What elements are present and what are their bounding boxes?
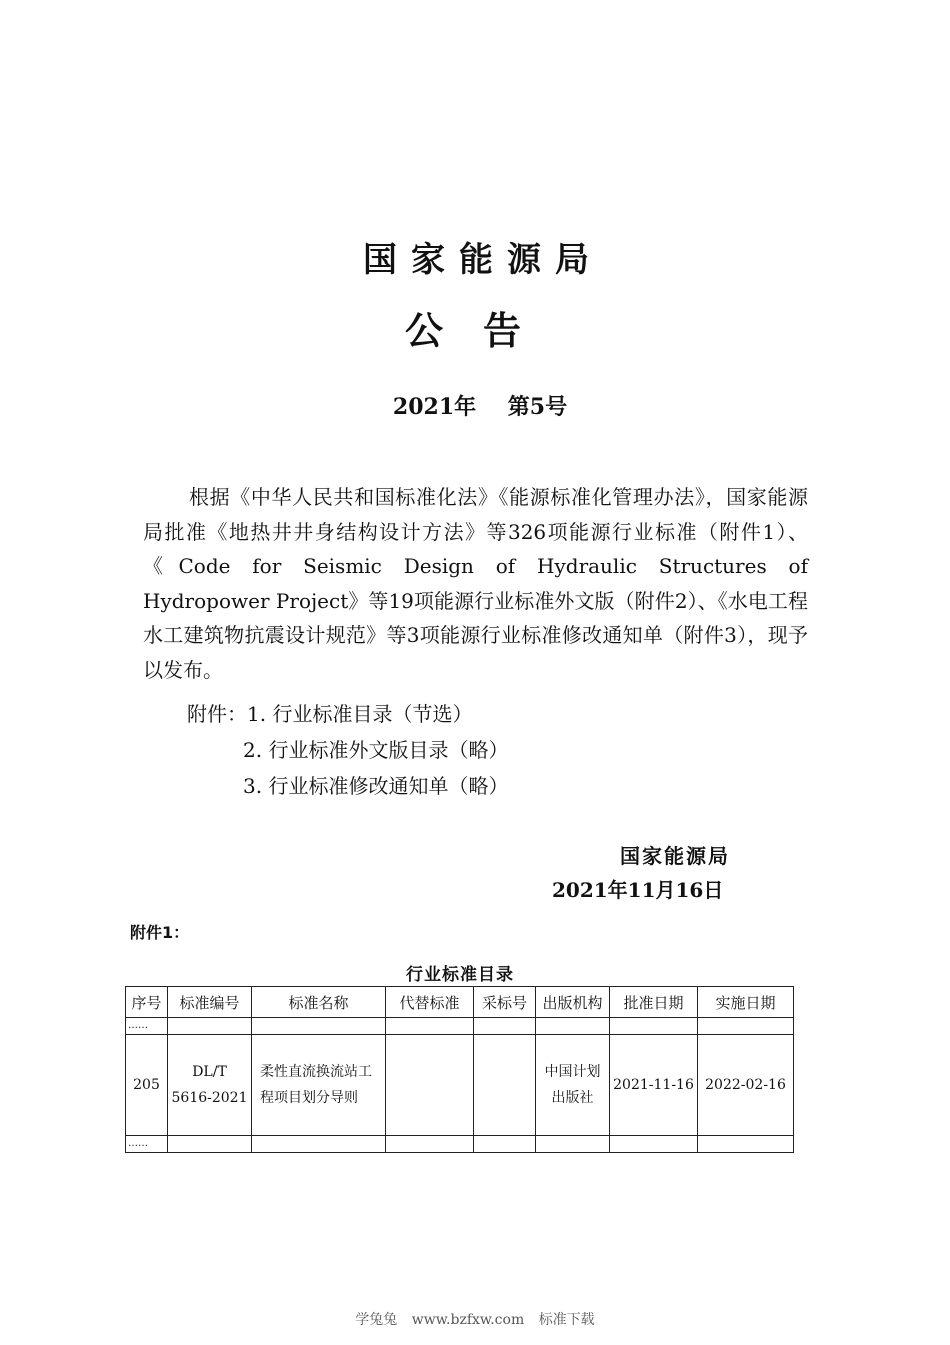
attachment1-label: 附件1：: [130, 923, 190, 942]
attachment-2: 2. 行业标准外文版目录（略）: [243, 738, 509, 762]
footer-site-name: 学兔兔: [355, 1312, 398, 1328]
signature-org: 国家能源局: [620, 844, 730, 868]
cell-name: 柔性直流换流站工程项目划分导则: [252, 1035, 386, 1136]
table-header-row: [126, 987, 794, 1018]
col-header-approved: 批准日期: [610, 987, 698, 1018]
issue-year: 2021年: [392, 394, 477, 420]
ellipsis-cell: ……: [126, 1018, 168, 1035]
attachments-list: [187, 696, 508, 804]
table-ellipsis-row: [126, 1018, 794, 1035]
attachment-3: 3. 行业标准修改通知单（略）: [243, 774, 509, 798]
table-row: [126, 1035, 794, 1136]
attachment-item: [187, 732, 508, 768]
cell-approved: 2021-11-16: [610, 1035, 698, 1136]
notice-title: 公告: [404, 309, 561, 353]
table-title: 行业标准目录: [406, 965, 514, 985]
attachment-item: [187, 768, 508, 804]
col-header-name: 标准名称: [252, 987, 386, 1018]
cell-effective: 2022-02-16: [698, 1035, 794, 1136]
cell-publisher: 中国计划出版社: [536, 1035, 610, 1136]
cell-no: 205: [126, 1035, 168, 1136]
attachment-item: [187, 696, 508, 732]
cell-code: DL/T 5616-2021: [168, 1035, 252, 1136]
footer-site-tag: 标准下载: [538, 1312, 595, 1328]
footer-site-url[interactable]: www.bzfxw.com: [411, 1312, 525, 1328]
cell-adopted: [474, 1035, 536, 1136]
col-header-code: 标准编号: [168, 987, 252, 1018]
table-ellipsis-row: [126, 1136, 794, 1153]
col-header-replaces: 代替标准: [386, 987, 474, 1018]
col-header-adopted: 采标号: [474, 987, 536, 1018]
col-header-no: 序号: [126, 987, 168, 1018]
issue-seq: 第5号: [507, 394, 568, 420]
signature-date: 2021年11月16日: [552, 878, 724, 902]
cell-replaces: [386, 1035, 474, 1136]
standards-table: [125, 986, 794, 1153]
ellipsis-cell: ……: [126, 1136, 168, 1153]
org-title: 国家能源局: [363, 240, 603, 280]
attachments-label: 附件：: [187, 702, 247, 726]
issue-number: [0, 390, 950, 421]
footer-watermark: [0, 1309, 950, 1329]
attachment-1: 1. 行业标准目录（节选）: [247, 702, 473, 726]
col-header-effective: 实施日期: [698, 987, 794, 1018]
notice-body-paragraph: 根据《中华人民共和国标准化法》《能源标准化管理办法》，国家能源局批准《地热井井身结构设计方法》等326项能源行业标准（附件1）、《Code for Seismic Design of Hydraulic Structures of Hydropower Project》等19项能源行业标准外文版（附件2）、《水电工程水工建筑物抗震设计规范》等3项能源行业标准修改通知单（附件3），现予以发布。: [143, 485, 808, 682]
col-header-publisher: 出版机构: [536, 987, 610, 1018]
